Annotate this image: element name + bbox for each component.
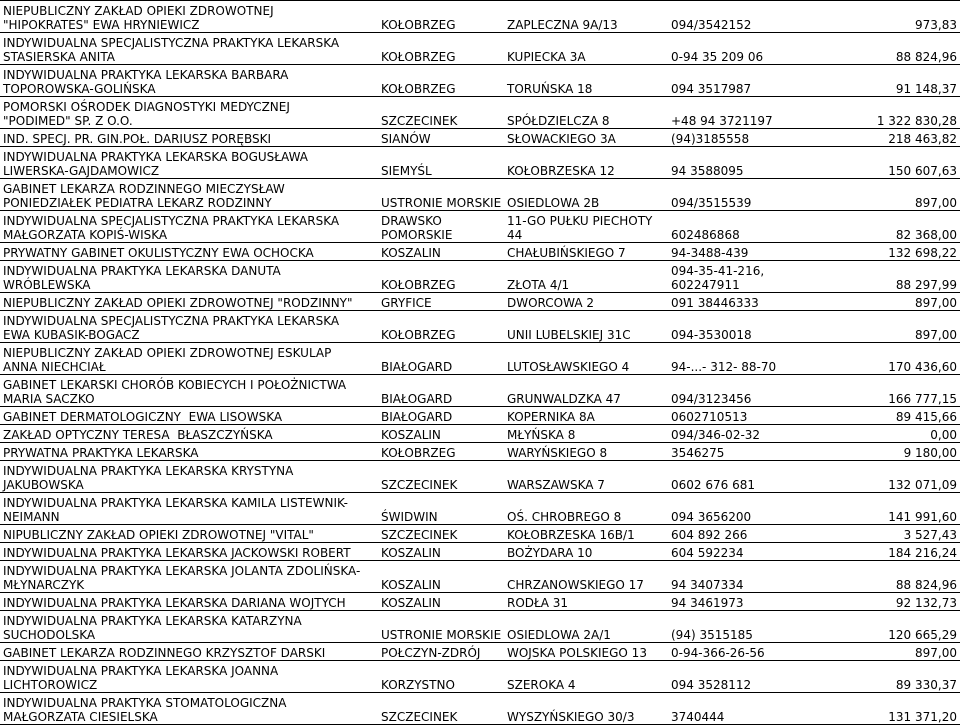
address-cell: SŁOWACKIEGO 3A	[505, 129, 669, 147]
address-cell: OSIEDLOWA 2B	[505, 179, 669, 211]
facility-name-cell: NIPUBLICZNY ZAKŁAD OPIEKI ZDROWOTNEJ "VITAL"	[0, 525, 379, 543]
city-cell: SIANÓW	[379, 129, 505, 147]
city-cell: KOSZALIN	[379, 543, 505, 561]
address-cell: KOŁOBRZESKA 16B/1	[505, 525, 669, 543]
facility-name-cell: GABINET DERMATOLOGICZNY EWA LISOWSKA	[0, 407, 379, 425]
phone-cell: 604 592234	[669, 543, 805, 561]
phone-cell: 094/3542152	[669, 1, 805, 33]
facility-name-cell: INDYWIDUALNA PRAKTYKA LEKARSKA KATARZYNA SUCHODOLSKA	[0, 611, 379, 643]
amount-cell: 0,00	[805, 425, 960, 443]
city-cell: BIAŁOGARD	[379, 375, 505, 407]
city-cell: POŁCZYN-ZDRÓJ	[379, 643, 505, 661]
address-cell: ZŁOTA 4/1	[505, 261, 669, 293]
address-cell: KOŁOBRZESKA 12	[505, 147, 669, 179]
city-cell: USTRONIE MORSKIE	[379, 179, 505, 211]
phone-cell: 3546275	[669, 443, 805, 461]
amount-cell: 973,83	[805, 1, 960, 33]
phone-cell: 0602 676 681	[669, 461, 805, 493]
table-row	[0, 97, 960, 129]
facility-name-cell: INDYWIDUALNA PRAKTYKA LEKARSKA KRYSTYNA JAKUBOWSKA	[0, 461, 379, 493]
city-cell: KOŁOBRZEG	[379, 65, 505, 97]
address-cell: OŚ. CHROBREGO 8	[505, 493, 669, 525]
city-cell: BIAŁOGARD	[379, 407, 505, 425]
address-cell: OSIEDLOWA 2A/1	[505, 611, 669, 643]
address-cell: MŁYŃSKA 8	[505, 425, 669, 443]
phone-cell: 94-...- 312- 88-70	[669, 343, 805, 375]
facility-name-cell: INDYWIDUALNA PRAKTYKA LEKARSKA BOGUSŁAWA LIWERSKA-GAJDAMOWICZ	[0, 147, 379, 179]
phone-cell: (94) 3515185	[669, 611, 805, 643]
amount-cell: 1 322 830,28	[805, 97, 960, 129]
city-cell: SZCZECINEK	[379, 693, 505, 725]
phone-cell: 602486868	[669, 211, 805, 243]
city-cell: KOSZALIN	[379, 593, 505, 611]
amount-cell: 132 071,09	[805, 461, 960, 493]
phone-cell: +48 94 3721197	[669, 97, 805, 129]
amount-cell: 89 415,66	[805, 407, 960, 425]
facility-name-cell: INDYWIDUALNA PRAKTYKA LEKARSKA DANUTA WRÓBLEWSKA	[0, 261, 379, 293]
city-cell: GRYFICE	[379, 293, 505, 311]
phone-cell: 0-94 35 209 06	[669, 33, 805, 65]
table-row	[0, 443, 960, 461]
address-cell: LUTOSŁAWSKIEGO 4	[505, 343, 669, 375]
facility-name-cell: INDYWIDUALNA PRAKTYKA LEKARSKA KAMILA LISTEWNIK- NEIMANN	[0, 493, 379, 525]
amount-cell: 184 216,24	[805, 543, 960, 561]
phone-cell: 094 3528112	[669, 661, 805, 693]
amount-cell: 170 436,60	[805, 343, 960, 375]
amount-cell: 88 297,99	[805, 261, 960, 293]
address-cell: SPÓŁDZIELCZA 8	[505, 97, 669, 129]
amount-cell: 92 132,73	[805, 593, 960, 611]
city-cell: BIAŁOGARD	[379, 343, 505, 375]
facility-name-cell: INDYWIDUALNA PRAKTYKA LEKARSKA BARBARA TOPOROWSKA-GOLIŃSKA	[0, 65, 379, 97]
table-row	[0, 179, 960, 211]
address-cell: KUPIECKA 3A	[505, 33, 669, 65]
facility-name-cell: INDYWIDUALNA PRAKTYKA LEKARSKA JOLANTA ZDOLIŃSKA- MŁYNARCZYK	[0, 561, 379, 593]
amount-cell: 218 463,82	[805, 129, 960, 147]
table-row	[0, 493, 960, 525]
table-row	[0, 243, 960, 261]
city-cell: SZCZECINEK	[379, 525, 505, 543]
amount-cell: 897,00	[805, 643, 960, 661]
address-cell: CHRZANOWSKIEGO 17	[505, 561, 669, 593]
facility-name-cell: POMORSKI OŚRODEK DIAGNOSTYKI MEDYCZNEJ "PODIMED" SP. Z O.O.	[0, 97, 379, 129]
amount-cell: 897,00	[805, 179, 960, 211]
phone-cell: 094-3530018	[669, 311, 805, 343]
table-row	[0, 211, 960, 243]
phone-cell: 94-3488-439	[669, 243, 805, 261]
city-cell: KOŁOBRZEG	[379, 261, 505, 293]
city-cell: SIEMYŚL	[379, 147, 505, 179]
table-row	[0, 525, 960, 543]
facility-name-cell: GABINET LEKARZA RODZINNEGO KRZYSZTOF DARSKI	[0, 643, 379, 661]
table-row	[0, 375, 960, 407]
phone-cell: 94 3588095	[669, 147, 805, 179]
table-row	[0, 343, 960, 375]
facility-name-cell: INDYWIDUALNA PRAKTYKA LEKARSKA JOANNA LICHTOROWICZ	[0, 661, 379, 693]
amount-cell: 150 607,63	[805, 147, 960, 179]
address-cell: BOŻYDARA 10	[505, 543, 669, 561]
table-body	[0, 1, 960, 725]
amount-cell: 3 527,43	[805, 525, 960, 543]
amount-cell: 89 330,37	[805, 661, 960, 693]
address-cell: TORUŃSKA 18	[505, 65, 669, 97]
facility-name-cell: INDYWIDUALNA PRAKTYKA LEKARSKA DARIANA WOJTYCH	[0, 593, 379, 611]
table-row	[0, 693, 960, 725]
amount-cell: 88 824,96	[805, 33, 960, 65]
table-row	[0, 129, 960, 147]
facility-name-cell: PRYWATNA PRAKTYKA LEKARSKA	[0, 443, 379, 461]
address-cell: SZEROKA 4	[505, 661, 669, 693]
city-cell: KOŁOBRZEG	[379, 33, 505, 65]
table-row	[0, 561, 960, 593]
city-cell: DRAWSKO POMORSKIE	[379, 211, 505, 243]
address-cell: GRUNWALDZKA 47	[505, 375, 669, 407]
phone-cell: 094/346-02-32	[669, 425, 805, 443]
phone-cell: 94 3407334	[669, 561, 805, 593]
phone-cell: 94 3461973	[669, 593, 805, 611]
facility-name-cell: INDYWIDUALNA SPECJALISTYCZNA PRAKTYKA LEKARSKA STASIERSKA ANITA	[0, 33, 379, 65]
city-cell: KORZYSTNO	[379, 661, 505, 693]
amount-cell: 9 180,00	[805, 443, 960, 461]
table-row	[0, 611, 960, 643]
amount-cell: 131 371,20	[805, 693, 960, 725]
amount-cell: 120 665,29	[805, 611, 960, 643]
amount-cell: 82 368,00	[805, 211, 960, 243]
facility-name-cell: INDYWIDUALNA SPECJALISTYCZNA PRAKTYKA LEKARSKA EWA KUBASIK-BOGACZ	[0, 311, 379, 343]
address-cell: CHAŁUBIŃSKIEGO 7	[505, 243, 669, 261]
amount-cell: 132 698,22	[805, 243, 960, 261]
table-row	[0, 311, 960, 343]
phone-cell: 0602710513	[669, 407, 805, 425]
city-cell: KOŁOBRZEG	[379, 1, 505, 33]
phone-cell: 3740444	[669, 693, 805, 725]
amount-cell: 897,00	[805, 293, 960, 311]
table-row	[0, 1, 960, 33]
phone-cell: 0-94-366-26-56	[669, 643, 805, 661]
amount-cell: 88 824,96	[805, 561, 960, 593]
facility-name-cell: NIEPUBLICZNY ZAKŁAD OPIEKI ZDROWOTNEJ "RODZINNY"	[0, 293, 379, 311]
city-cell: KOSZALIN	[379, 243, 505, 261]
amount-cell: 166 777,15	[805, 375, 960, 407]
phone-cell: 094/3123456	[669, 375, 805, 407]
address-cell: RODŁA 31	[505, 593, 669, 611]
facility-name-cell: ZAKŁAD OPTYCZNY TERESA BŁASZCZYŃSKA	[0, 425, 379, 443]
address-cell: WARSZAWSKA 7	[505, 461, 669, 493]
facility-name-cell: IND. SPECJ. PR. GIN.POŁ. DARIUSZ PORĘBSKI	[0, 129, 379, 147]
table-row	[0, 425, 960, 443]
address-cell: ZAPLECZNA 9A/13	[505, 1, 669, 33]
table-row	[0, 33, 960, 65]
phone-cell: 094 3517987	[669, 65, 805, 97]
city-cell: SZCZECINEK	[379, 461, 505, 493]
amount-cell: 91 148,37	[805, 65, 960, 97]
amount-cell: 141 991,60	[805, 493, 960, 525]
phone-cell: 604 892 266	[669, 525, 805, 543]
facility-name-cell: INDYWIDUALNA PRAKTYKA LEKARSKA JACKOWSKI ROBERT	[0, 543, 379, 561]
table-row	[0, 65, 960, 97]
city-cell: SZCZECINEK	[379, 97, 505, 129]
address-cell: UNII LUBELSKIEJ 31C	[505, 311, 669, 343]
city-cell: KOSZALIN	[379, 425, 505, 443]
facility-name-cell: PRYWATNY GABINET OKULISTYCZNY EWA OCHOCKA	[0, 243, 379, 261]
address-cell: 11-GO PUŁKU PIECHOTY 44	[505, 211, 669, 243]
table-row	[0, 643, 960, 661]
table-row	[0, 593, 960, 611]
address-cell: WARYŃSKIEGO 8	[505, 443, 669, 461]
table-row	[0, 147, 960, 179]
facility-name-cell: GABINET LEKARZA RODZINNEGO MIECZYSŁAW PONIEDZIAŁEK PEDIATRA LEKARZ RODZINNY	[0, 179, 379, 211]
table-row	[0, 407, 960, 425]
facility-name-cell: NIEPUBLICZNY ZAKŁAD OPIEKI ZDROWOTNEJ "HIPOKRATES" EWA HRYNIEWICZ	[0, 1, 379, 33]
facility-name-cell: GABINET LEKARSKI CHORÓB KOBIECYCH I POŁOŻNICTWA MARIA SACZKO	[0, 375, 379, 407]
city-cell: KOŁOBRZEG	[379, 311, 505, 343]
facility-name-cell: INDYWIDUALNA SPECJALISTYCZNA PRAKTYKA LEKARSKA MAŁGORZATA KOPIŚ-WISKA	[0, 211, 379, 243]
table-row	[0, 461, 960, 493]
table-row	[0, 661, 960, 693]
facility-name-cell: INDYWIDUALNA PRAKTYKA STOMATOLOGICZNA MAŁGORZATA CIESIELSKA	[0, 693, 379, 725]
city-cell: ŚWIDWIN	[379, 493, 505, 525]
city-cell: USTRONIE MORSKIE	[379, 611, 505, 643]
city-cell: KOSZALIN	[379, 561, 505, 593]
address-cell: DWORCOWA 2	[505, 293, 669, 311]
phone-cell: 091 38446333	[669, 293, 805, 311]
phone-cell: 094 3656200	[669, 493, 805, 525]
phone-cell: (94)3185558	[669, 129, 805, 147]
address-cell: KOPERNIKA 8A	[505, 407, 669, 425]
address-cell: WOJSKA POLSKIEGO 13	[505, 643, 669, 661]
phone-cell: 094-35-41-216, 602247911	[669, 261, 805, 293]
amount-cell: 897,00	[805, 311, 960, 343]
facility-name-cell: NIEPUBLICZNY ZAKŁAD OPIEKI ZDROWOTNEJ ESKULAP ANNA NIECHCIAŁ	[0, 343, 379, 375]
address-cell: WYSZYŃSKIEGO 30/3	[505, 693, 669, 725]
table-row	[0, 543, 960, 561]
table-row	[0, 293, 960, 311]
phone-cell: 094/3515539	[669, 179, 805, 211]
table-row	[0, 261, 960, 293]
city-cell: KOŁOBRZEG	[379, 443, 505, 461]
